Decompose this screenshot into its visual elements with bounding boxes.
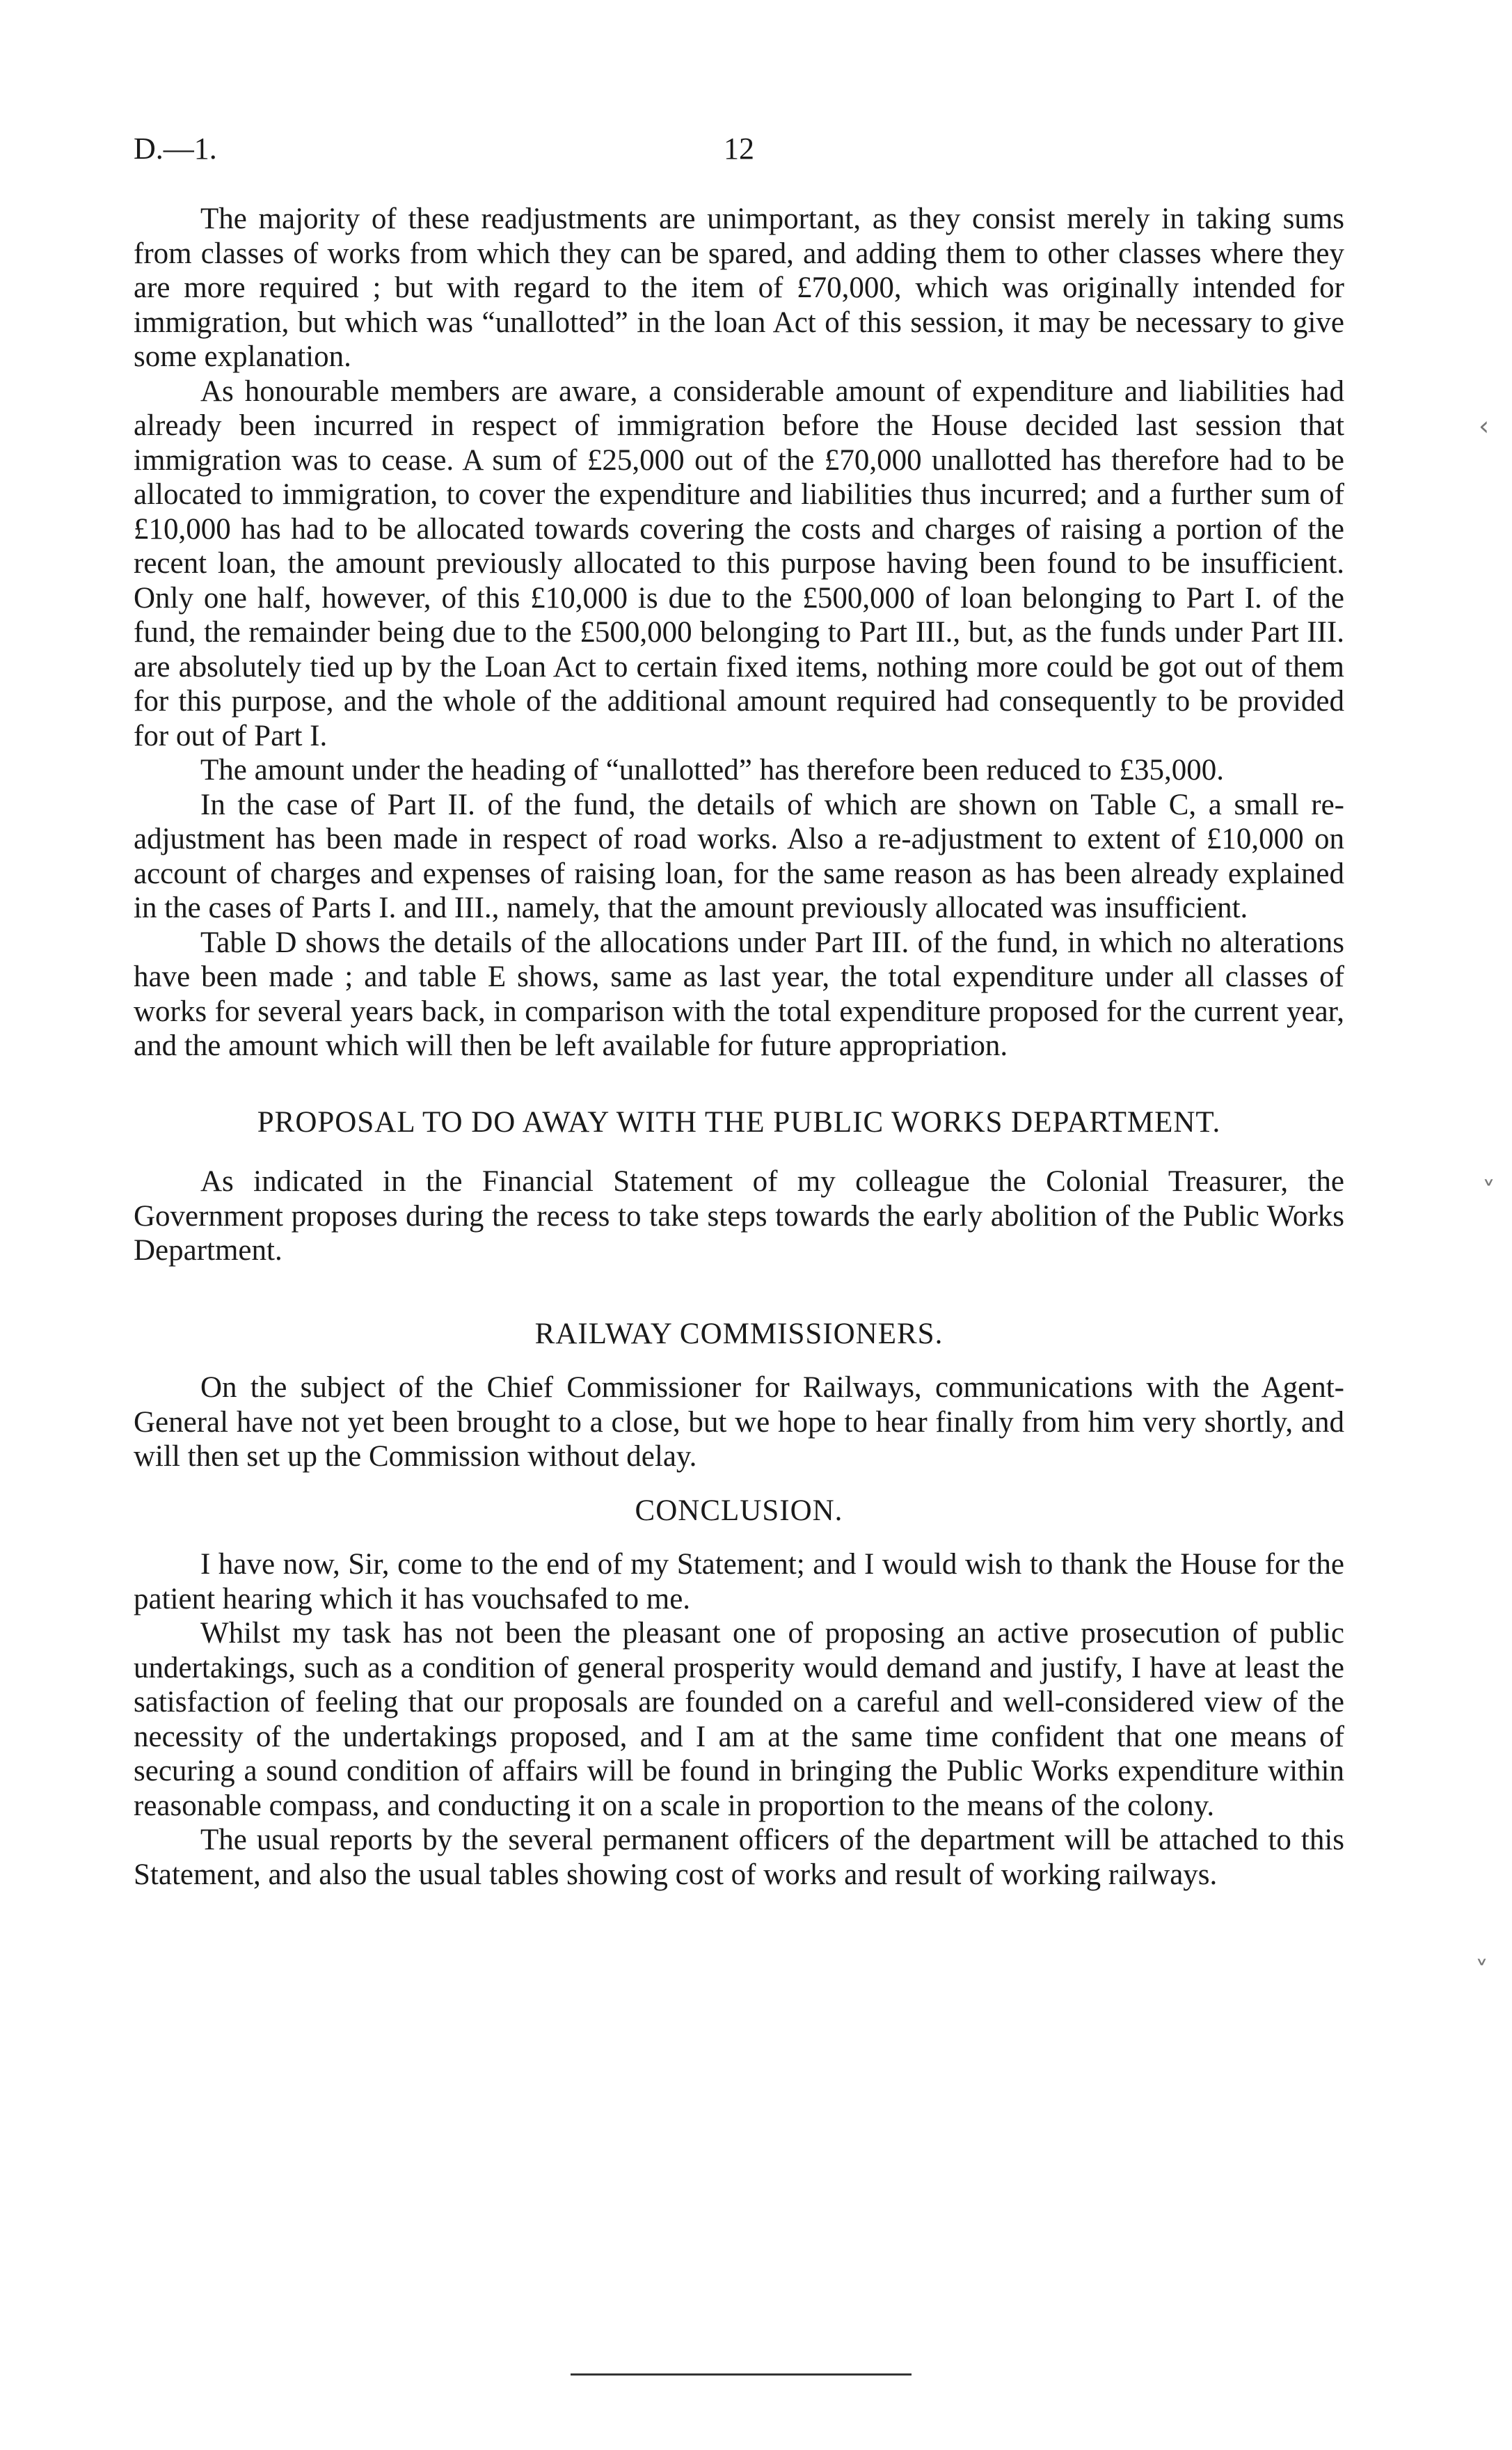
document-body — [134, 202, 1344, 1892]
paragraph-proposal: As indicated in the Financial Statement of my colleague the Colonial Treasurer, the Government proposes during the recess to take steps towards the early abolition of the Public Works Department. — [134, 1165, 1344, 1267]
paragraph-readjustments: The majority of these readjustments are unimportant, as they consist merely in taking sums from classes of works from which they can be spared, and adding them to other classes where they are more required ; but with regard to the item of £70,000, which was originally intended for immigration, but which was “unallotted” in the loan Act of this session, it may be necessary to give some explanation. — [134, 203, 1344, 373]
heading-conclusion: CONCLUSION. — [635, 1494, 843, 1527]
paragraph-unallotted: The amount under the heading of “unallotted” has therefore been reduced to £35,000. — [200, 754, 1225, 787]
paragraph-railway: On the subject of the Chief Commissioner for Railways, communications with the Agent-General have not yet been brought to a close, but we hope to hear finally from him very shortly, and will then set up the Commission without delay. — [134, 1371, 1344, 1473]
closing-rule — [571, 2373, 912, 2376]
document-reference: D.—1. — [134, 132, 217, 166]
margin-mark-icon: ˅ — [1475, 1956, 1488, 1986]
paragraph-part-two: In the case of Part II. of the fund, the details of which are shown on Table C, a small re-adjustment has been made in respect of road works. Also a re-adjustment to extent of £10,000 on account of charges and expenses of raising loan, for the same reason as has been already explained in the cases of Parts I. and III., namely, that the amount previously allocated was insufficient. — [134, 788, 1344, 924]
paragraph-tables: Table D shows the details of the allocations under Part III. of the fund, in which no alterations have been made ; and table E shows, same as last year, the total expenditure under all classes of works for several years back, in comparison with the total expenditure proposed for the current year, and the amount which will then be left available for future appropriation. — [134, 926, 1344, 1062]
heading-railway-commissioners: RAILWAY COMMISSIONERS. — [534, 1317, 944, 1350]
paragraph-immigration: As honourable members are aware, a considerable amount of expenditure and liabilities had already been incurred in respect of immigration before the House decided last session that immigration was to cease. A sum of £25,000 out of the £70,000 unallotted has therefore had to be allocated to immigration, to cover the expenditure and liabilities thus incurred; and a further sum of £10,000 has had to be allocated towards covering the costs and charges of raising a portion of the recent loan, the amount previously allocated to this purpose having been found to be insufficient. Only one half, however, of this £10,000 is due to the £500,000 of loan belonging to Part I. of the fund, the remainder being due to the £500,000 belonging to Part III., but, as the funds under Part III. are absolutely tied up by the Loan Act to certain fixed items, nothing more could be got out of them for this purpose, and the whole of the additional amount required had consequently to be provided for out of Part I. — [134, 374, 1344, 752]
paragraph-conclusion-task: Whilst my task has not been the pleasant one of proposing an active prosecution of public undertakings, such as a condition of general prosperity would demand and justify, I have at least the satisfaction of feeling that our proposals are founded on a careful and well-considered view of the necessity of the undertakings proposed, and I am at the same time confident that one means of securing a sound condition of affairs will be found in bringing the Public Works expenditure within reasonable compass, and conducting it on a scale in proportion to the means of the colony. — [134, 1617, 1344, 1822]
paragraph-conclusion-reports: The usual reports by the several permanent officers of the department will be attached to this Statement, and also the usual tables showing cost of works and result of working railways. — [134, 1824, 1344, 1891]
page-header — [134, 131, 1344, 173]
page-number: 12 — [724, 132, 754, 166]
heading-proposal: PROPOSAL TO DO AWAY WITH THE PUBLIC WORKS DEPARTMENT. — [257, 1105, 1221, 1139]
margin-mark-icon: ‹ — [1479, 411, 1490, 441]
margin-mark-icon: ˅ — [1482, 1176, 1495, 1207]
paragraph-conclusion-thanks: I have now, Sir, come to the end of my Statement; and I would wish to thank the House for the patient hearing which it has vouchsafed to me. — [134, 1548, 1344, 1615]
